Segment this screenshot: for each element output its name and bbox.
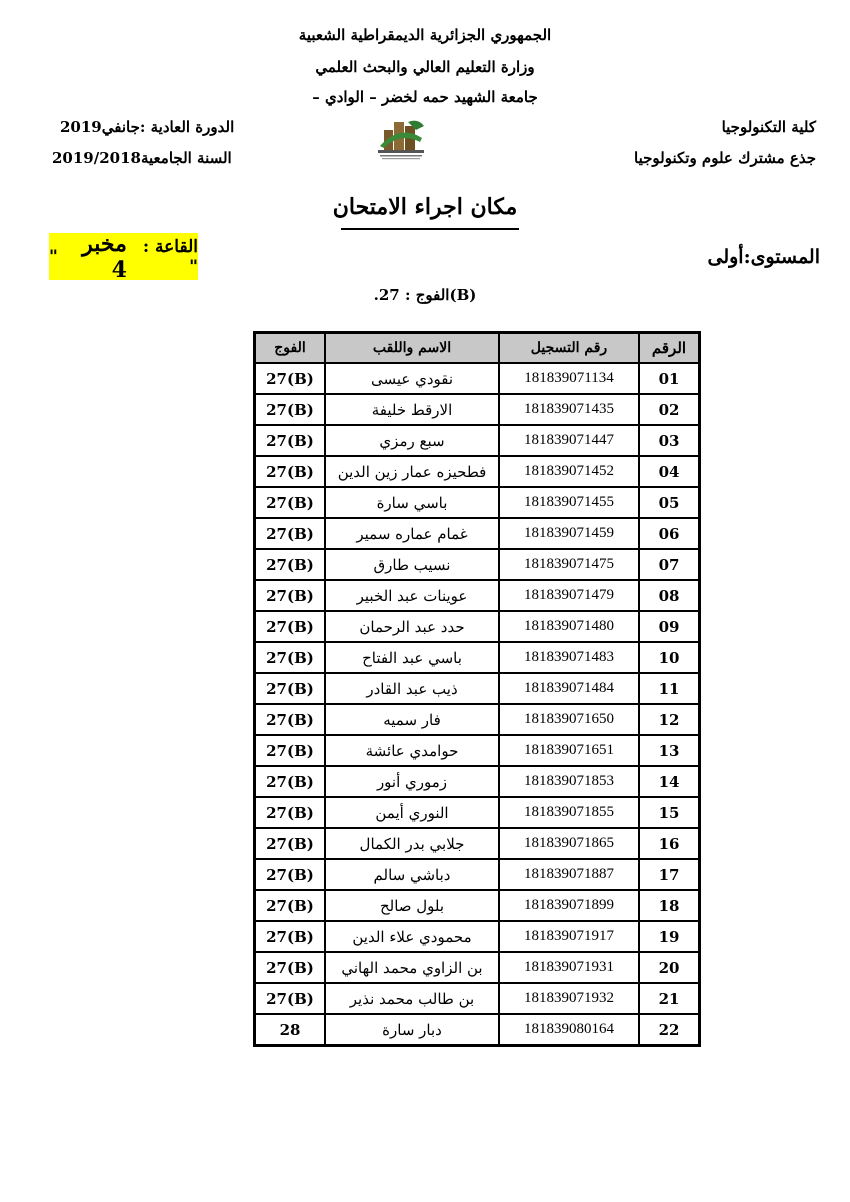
row-number: 06 [639,518,699,549]
group-cell: 27(B) [255,518,325,549]
student-name: النوري أيمن [325,797,499,828]
group-cell: 28 [255,1014,325,1045]
group-cell: 27(B) [255,456,325,487]
student-name: دباشي سالم [325,859,499,890]
table-row [255,828,699,859]
student-name: جلابي بدر الكمال [325,828,499,859]
group-cell: 27(B) [255,642,325,673]
student-name: بن طالب محمد نذير [325,983,499,1014]
student-name: عوينات عبد الخبير [325,580,499,611]
row-number: 02 [639,394,699,425]
header-full-name: الاسم واللقب [325,333,499,363]
group-cell: 27(B) [255,580,325,611]
table-row [255,921,699,952]
table-row [255,952,699,983]
header-group: الفوج [255,333,325,363]
group-cell: 27(B) [255,766,325,797]
group-cell: 27(B) [255,549,325,580]
student-name: سبع رمزي [325,425,499,456]
row-number: 19 [639,921,699,952]
group-cell: 27(B) [255,859,325,890]
table-row [255,394,699,425]
row-number: 12 [639,704,699,735]
row-number: 08 [639,580,699,611]
table-row [255,673,699,704]
group-label: .الفوج : 27(B) [373,286,477,304]
student-name: نقودي عيسى [325,363,499,394]
row-number: 10 [639,642,699,673]
row-number: 22 [639,1014,699,1045]
table-row [255,735,699,766]
level-label: المستوى:أولى [707,246,820,268]
student-name: دبار سارة [325,1014,499,1045]
table-row [255,363,699,394]
student-name: باسي عبد الفتاح [325,642,499,673]
university-logo [370,116,432,166]
registration-number: 181839080164 [499,1014,639,1045]
registration-number: 181839071479 [499,580,639,611]
row-number: 16 [639,828,699,859]
group-cell: 27(B) [255,363,325,394]
row-number: 14 [639,766,699,797]
table-row [255,797,699,828]
hall-label: القاعة : " [142,236,198,277]
table-row [255,425,699,456]
student-name: الارقط خليفة [325,394,499,425]
table-row [255,704,699,735]
ministry-name: وزارة التعليم العالي والبحث العلمي [315,58,535,76]
session-label: الدورة العادية :جانفي2019 [60,118,235,136]
student-name: فار سميه [325,704,499,735]
faculty-name: كلية التكنولوجيا [721,118,816,136]
group-cell: 27(B) [255,425,325,456]
registration-number: 181839071651 [499,735,639,766]
group-cell: 27(B) [255,394,325,425]
group-cell: 27(B) [255,921,325,952]
student-name: بلول صالح [325,890,499,921]
student-name: بن الزاوي محمد الهاني [325,952,499,983]
row-number: 11 [639,673,699,704]
registration-number: 181839071483 [499,642,639,673]
student-name: فطحيزه عمار زين الدين [325,456,499,487]
students-table [253,331,701,1047]
group-cell: 27(B) [255,797,325,828]
hall-value: مخبر 4 [82,230,127,283]
row-number: 18 [639,890,699,921]
table-row [255,456,699,487]
exam-hall-badge [49,230,198,283]
student-name: زموري أنور [325,766,499,797]
group-cell: 27(B) [255,828,325,859]
department-name: جذع مشترك علوم وتكنولوجيا [634,149,816,167]
table-row [255,487,699,518]
row-number: 03 [639,425,699,456]
table-row [255,859,699,890]
student-name: محمودي علاء الدين [325,921,499,952]
registration-number: 181839071855 [499,797,639,828]
student-name: غمام عماره سمير [325,518,499,549]
row-number: 21 [639,983,699,1014]
country-name: الجمهوري الجزائرية الديمقراطية الشعبية [298,26,552,44]
row-number: 09 [639,611,699,642]
registration-number: 181839071932 [499,983,639,1014]
table-row [255,766,699,797]
table-row [255,642,699,673]
row-number: 20 [639,952,699,983]
registration-number: 181839071455 [499,487,639,518]
group-cell: 27(B) [255,487,325,518]
registration-number: 181839071484 [499,673,639,704]
row-number: 07 [639,549,699,580]
registration-number: 181839071475 [499,549,639,580]
group-cell: 27(B) [255,890,325,921]
group-cell: 27(B) [255,952,325,983]
row-number: 04 [639,456,699,487]
registration-number: 181839071865 [499,828,639,859]
table-row [255,580,699,611]
table-row [255,611,699,642]
registration-number: 181839071447 [499,425,639,456]
registration-number: 181839071435 [499,394,639,425]
registration-number: 181839071887 [499,859,639,890]
header-number: الرقم [639,333,699,363]
header-registration: رقم التسجيل [499,333,639,363]
group-cell: 27(B) [255,704,325,735]
table-row [255,983,699,1014]
table-row [255,890,699,921]
registration-number: 181839071917 [499,921,639,952]
row-number: 17 [639,859,699,890]
registration-number: 181839071134 [499,363,639,394]
registration-number: 181839071452 [499,456,639,487]
registration-number: 181839071459 [499,518,639,549]
group-cell: 27(B) [255,735,325,766]
group-cell: 27(B) [255,673,325,704]
row-number: 05 [639,487,699,518]
registration-number: 181839071650 [499,704,639,735]
registration-number: 181839071931 [499,952,639,983]
group-cell: 27(B) [255,983,325,1014]
row-number: 01 [639,363,699,394]
registration-number: 181839071480 [499,611,639,642]
title-underline [341,228,519,230]
table-row [255,1014,699,1045]
row-number: 15 [639,797,699,828]
row-number: 13 [639,735,699,766]
university-name: جامعة الشهيد حمه لخضر – الوادي – [312,88,538,106]
student-name: ذيب عبد القادر [325,673,499,704]
table-header-row [255,333,699,363]
registration-number: 181839071899 [499,890,639,921]
registration-number: 181839071853 [499,766,639,797]
table-row [255,549,699,580]
group-cell: 27(B) [255,611,325,642]
academic-year-label: السنة الجامعية2019/2018 [52,149,232,167]
page-title: مكان اجراء الامتحان [332,194,518,220]
student-name: حوامدي عائشة [325,735,499,766]
student-name: نسيب طارق [325,549,499,580]
table-row [255,518,699,549]
student-name: باسي سارة [325,487,499,518]
hall-end: " [49,246,58,267]
student-name: حدد عبد الرحمان [325,611,499,642]
